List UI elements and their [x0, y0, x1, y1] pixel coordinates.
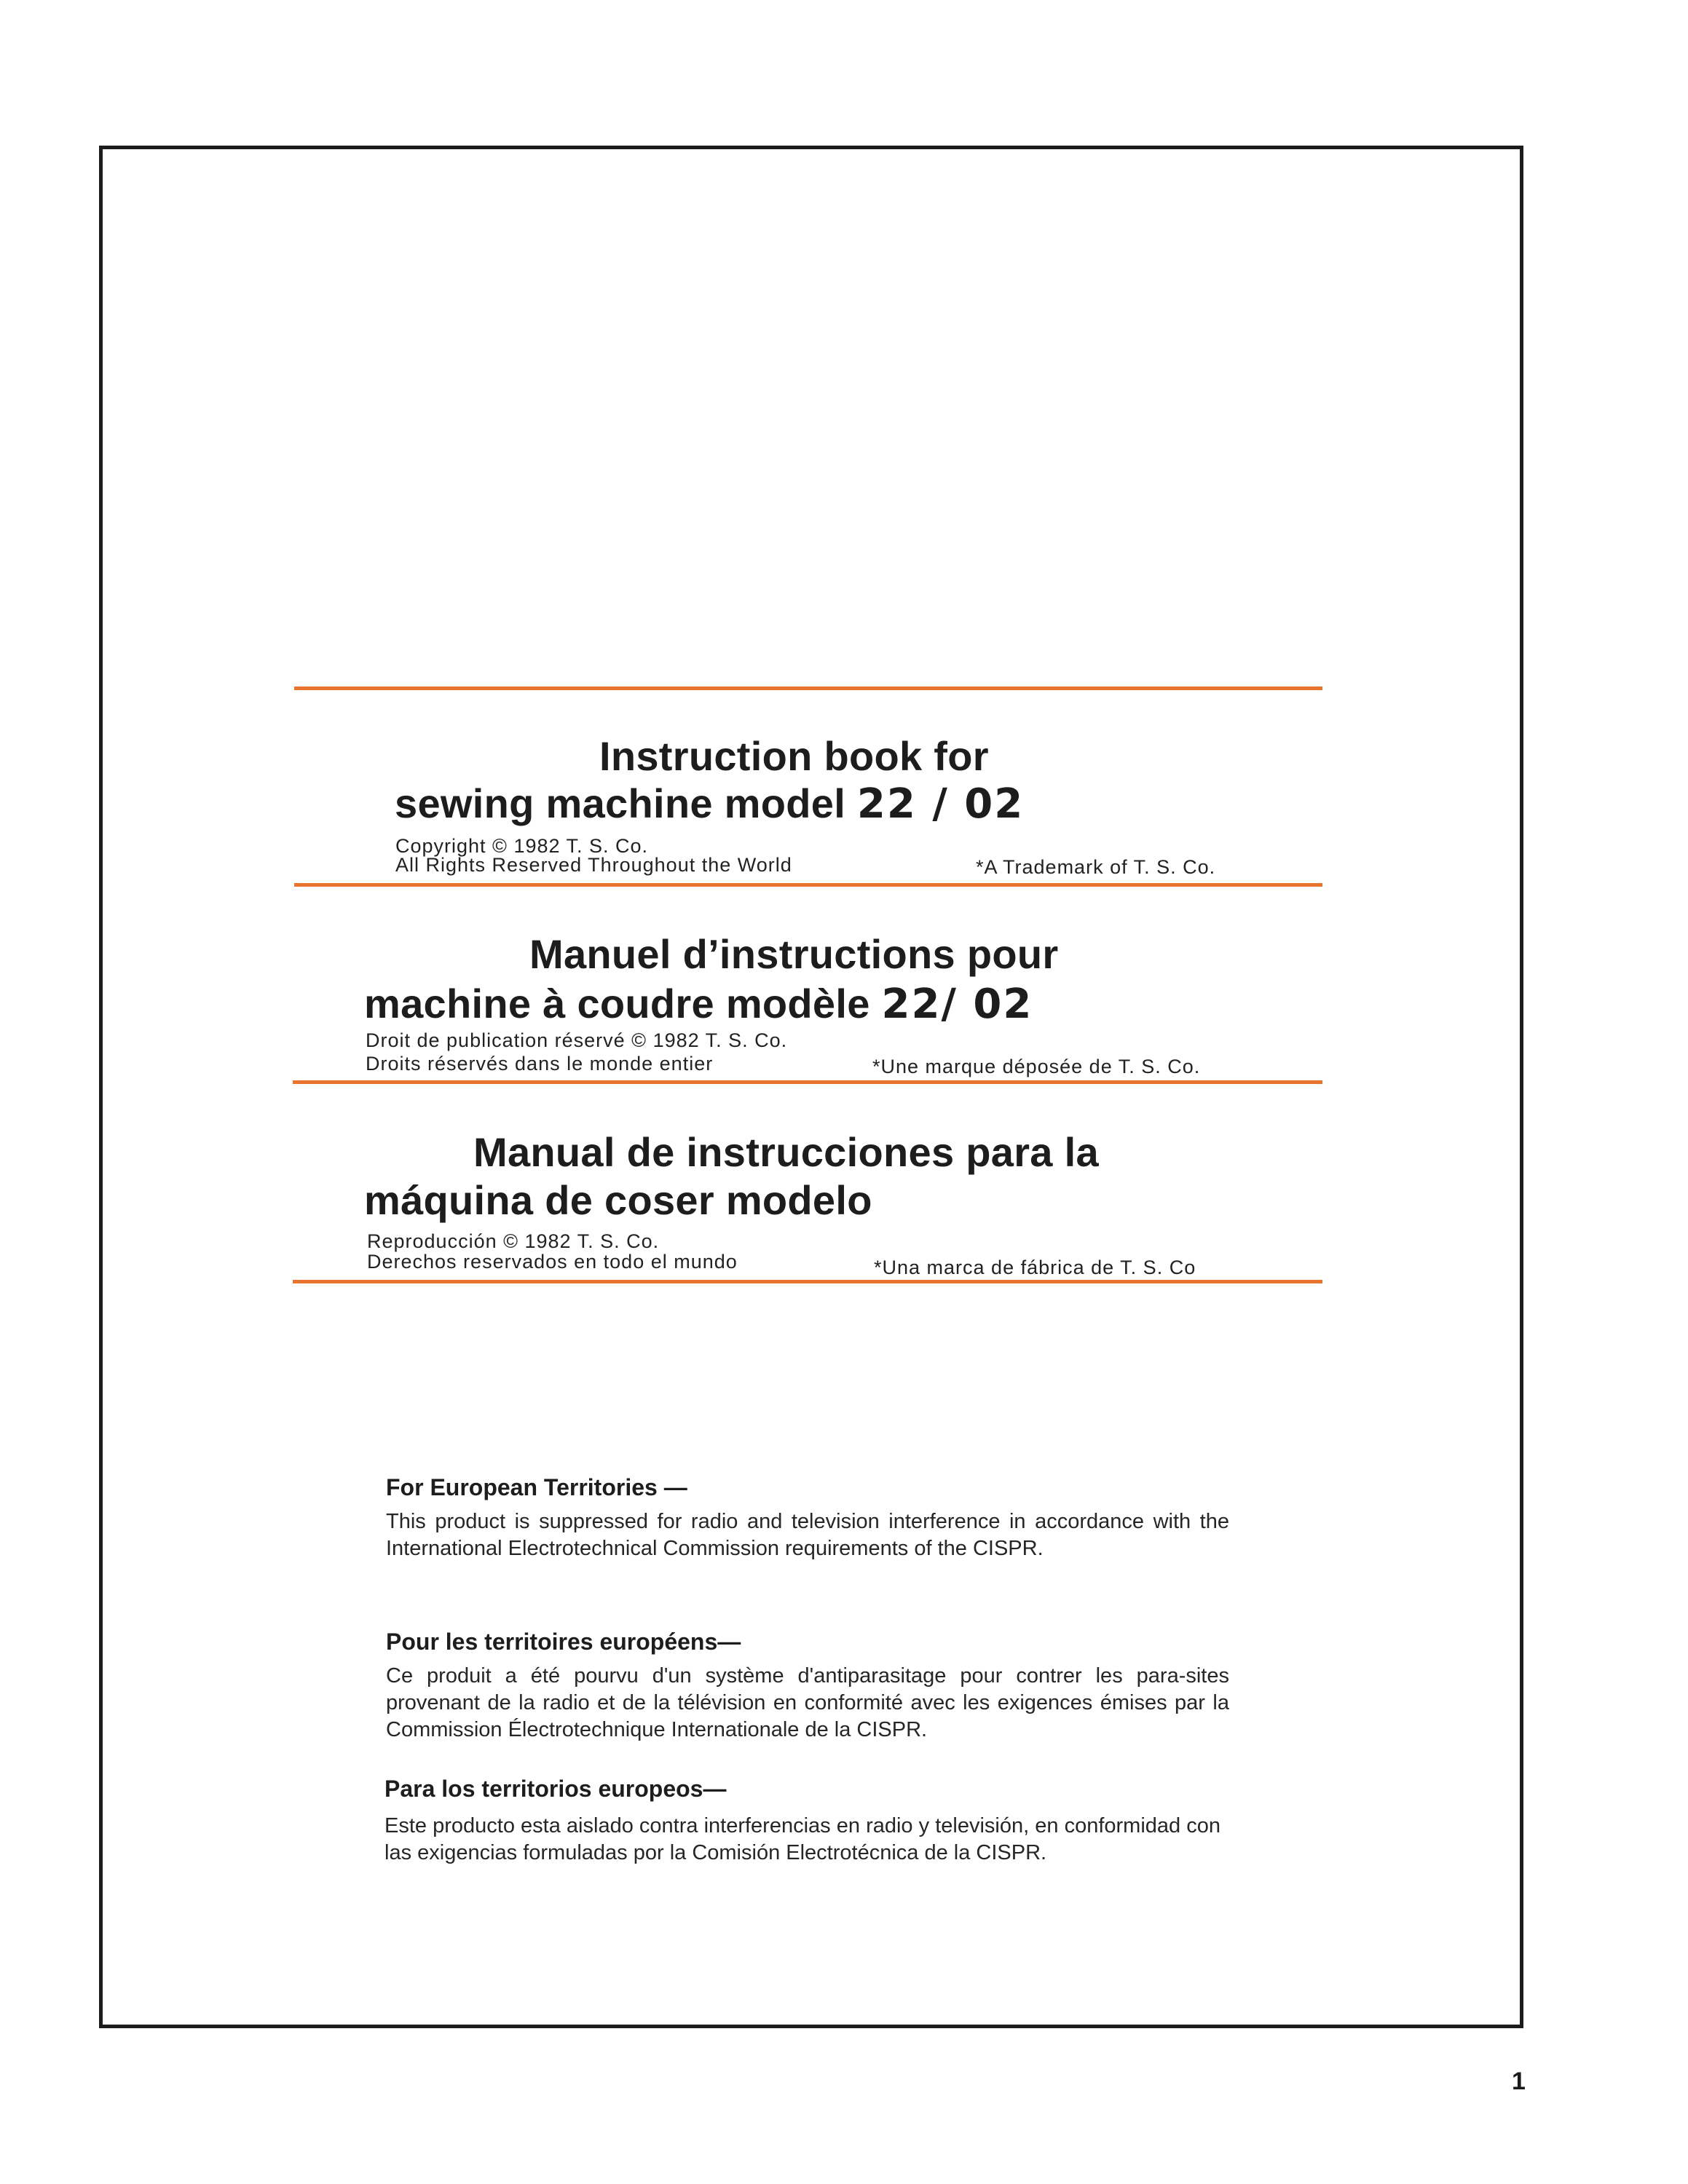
- orange-rule-english: [294, 883, 1322, 887]
- french-copyright: Droit de publication réservé © 1982 T. S. Co.: [366, 1029, 788, 1051]
- french-trademark: *Une marque déposée de T. S. Co.: [872, 1056, 1201, 1077]
- spanish-trademark: *Una marca de fábrica de T. S. Co: [874, 1257, 1196, 1278]
- english-rights: All Rights Reserved Throughout the World: [395, 854, 792, 876]
- notice-heading-english: For European Territories —: [386, 1474, 687, 1500]
- notice-body-english: This product is suppressed for radio and television interference in accordance with the International Electrotechnical Commission requirements of the CISPR.: [386, 1510, 1229, 1560]
- french-rights: Droits réservés dans le monde entier: [366, 1053, 714, 1075]
- english-title-line2: sewing machine model 22 / 02: [395, 780, 1025, 828]
- spanish-copyright: Reproducción © 1982 T. S. Co.: [367, 1230, 660, 1252]
- page-number: 1: [1512, 2068, 1526, 2095]
- french-title-line1: Manuel d’instructions pour: [529, 931, 1059, 977]
- english-copyright: Copyright © 1982 T. S. Co.: [395, 835, 649, 857]
- orange-rule-top: [294, 687, 1322, 690]
- spanish-rights: Derechos reservados en todo el mundo: [367, 1251, 738, 1273]
- english-trademark: *A Trademark of T. S. Co.: [976, 856, 1216, 878]
- french-title-line2: machine à coudre modèle 22/ 02: [364, 981, 1033, 1028]
- spanish-title-line1: Manual de instrucciones para la: [473, 1129, 1099, 1175]
- orange-rule-spanish: [293, 1280, 1322, 1283]
- notice-body-french: Ce produit a été pourvu d'un système d'antiparasitage pour contrer les para-sites provenant de la radio et de la télévision en conformité avec les exigences émises par la Commission Électrotechnique Internationale de la CISPR.: [386, 1664, 1229, 1741]
- spanish-title-line2: máquina de coser modelo: [364, 1177, 872, 1223]
- notice-body-spanish: Este producto esta aislado contra interferencias en radio y televisión, en conformidad con las exigencias formuladas por la Comisión Electrotécnica de la CISPR.: [384, 1814, 1220, 1864]
- orange-rule-french: [293, 1080, 1322, 1084]
- page-border-frame: [99, 146, 1523, 2028]
- notice-heading-spanish: Para los territorios europeos—: [384, 1776, 727, 1802]
- english-title-line1: Instruction book for: [599, 733, 989, 779]
- notice-heading-french: Pour les territoires européens—: [386, 1629, 741, 1655]
